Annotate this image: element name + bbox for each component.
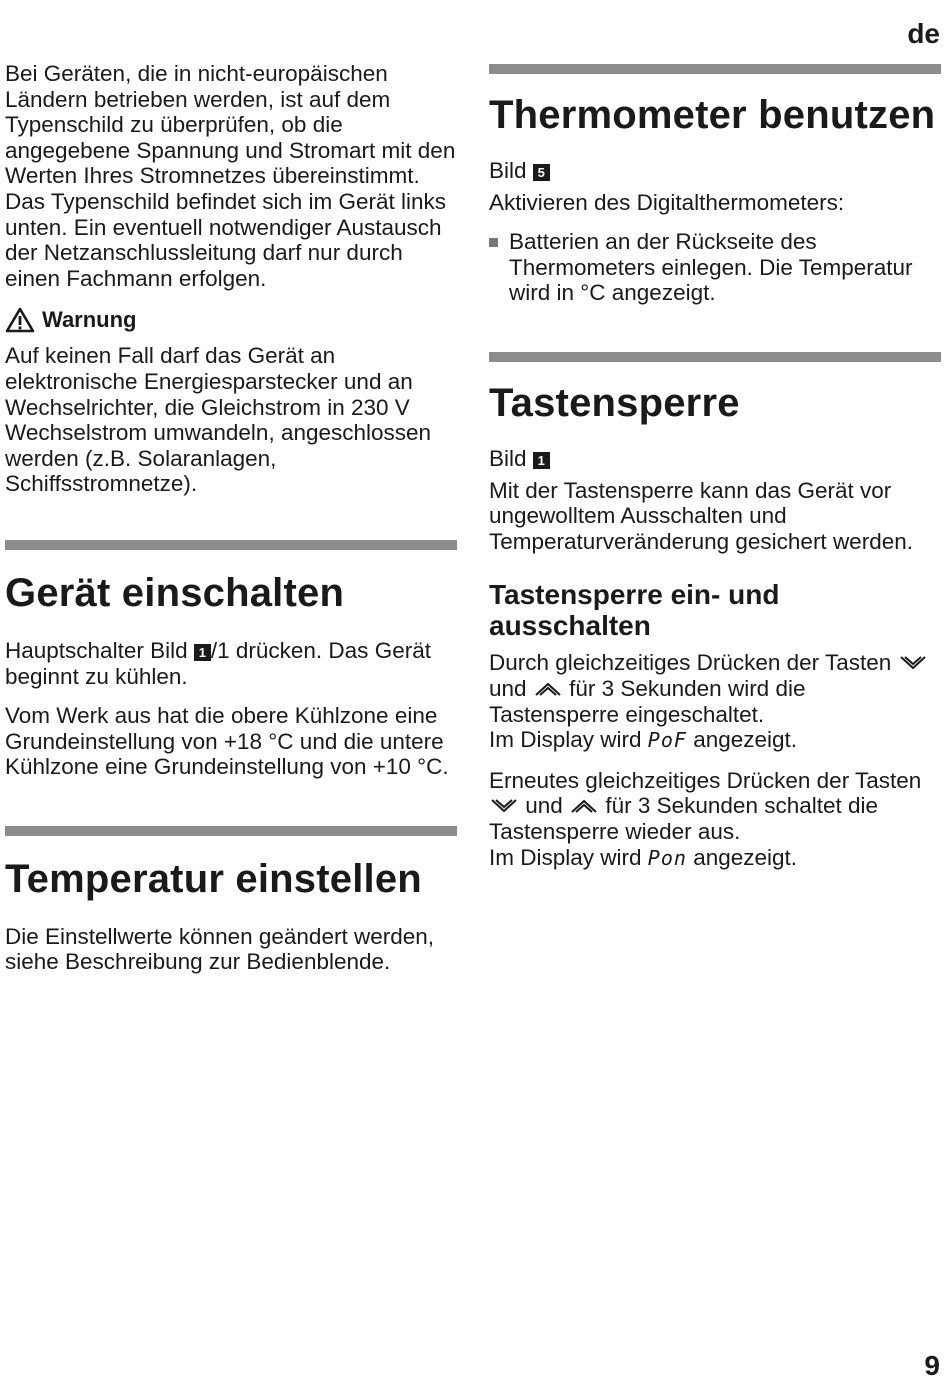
temperatur-einstellen-paragraph: Die Einstellwerte können geändert werden, siehe Beschreibung zur Bedienblende. bbox=[5, 923, 435, 975]
subsection-title-tastensperre-ein-aus: Tastensperre ein- und ausschalten bbox=[489, 579, 780, 642]
display-segment-text: PoF bbox=[647, 728, 687, 753]
left-column bbox=[5, 0, 457, 975]
figure-reference: Bild 5 bbox=[489, 158, 941, 184]
tastensperre-paragraph: Mit der Tastensperre kann das Gerät vor ungewolltem Ausschalten und Temperaturveränderung gesichert werden. bbox=[489, 477, 913, 554]
page-number: 9 bbox=[924, 1350, 940, 1381]
chevron-up-key-icon bbox=[569, 796, 599, 816]
intro-paragraph: Bei Geräten, die in nicht-europäischen Ländern betrieben werden, ist auf dem Typenschild zu überprüfen, ob die angegebene Spannung und Stromart mit den Werten Ihres Stromnetzes übereinstimmt. Das Typenschild befindet sich im Gerät links unten. Ein eventuell notwendiger Austausch der Netzanschlussleitung darf nur durch einen Fachmann erfolgen. bbox=[5, 61, 456, 291]
chevron-down-key-icon bbox=[489, 796, 519, 816]
section-title-temperatur-einstellen: Temperatur einstellen bbox=[5, 856, 422, 901]
geraet-einschalten-paragraph-1: Hauptschalter Bild 1 /1 drücken. Das Gerät beginnt zu kühlen. bbox=[5, 637, 431, 689]
tastensperre-ein-paragraph: Durch gleichzeitiges Drücken der Tasten und für 3 Sekunden wird die Tastensperre eingeschaltet. Im Display wird PoF angezeigt. bbox=[489, 650, 941, 753]
display-segment-text: Pon bbox=[647, 845, 687, 870]
list-item bbox=[489, 229, 941, 306]
geraet-einschalten-paragraph-2: Vom Werk aus hat die obere Kühlzone eine Grundeinstellung von +18 °C und die untere Kühlzone eine Grundeinstellung von +10 °C. bbox=[5, 703, 449, 780]
chevron-down-key-icon bbox=[898, 653, 928, 673]
warning-title: Warnung bbox=[42, 307, 137, 333]
section-title-thermometer-benutzen: Thermometer benutzen bbox=[489, 93, 936, 137]
section-title-geraet-einschalten: Gerät einschalten bbox=[5, 570, 345, 615]
language-marker: de bbox=[907, 18, 940, 49]
figure-reference: Bild 1 bbox=[489, 446, 941, 472]
figure-reference-badge: 1 bbox=[533, 452, 550, 469]
figure-reference-badge: 1 bbox=[194, 644, 211, 661]
section-title-tastensperre: Tastensperre bbox=[489, 380, 740, 425]
warning-icon bbox=[5, 307, 35, 333]
thermometer-intro: Aktivieren des Digitalthermometers: bbox=[489, 189, 845, 215]
right-column bbox=[489, 0, 941, 871]
section-rule bbox=[5, 540, 457, 550]
warning-heading bbox=[5, 307, 457, 333]
chevron-up-key-icon bbox=[533, 679, 563, 699]
tastensperre-aus-paragraph: Erneutes gleichzeitiges Drücken der Tasten und für 3 Sekunden schaltet die Tastensperre wieder aus. Im Display wird Pon angezeigt. bbox=[489, 767, 922, 870]
section-rule bbox=[5, 826, 457, 836]
section-rule bbox=[489, 64, 941, 74]
section-rule bbox=[489, 352, 941, 362]
figure-reference-badge: 5 bbox=[533, 164, 550, 181]
bullet-square-icon bbox=[489, 238, 498, 247]
warning-text: Auf keinen Fall darf das Gerät an elektronische Energiesparstecker und an Wechselrichter, die Gleichstrom in 230 V Wechselstrom umwandeln, angeschlossen werden (z.B. Solaranlagen, Schiffsstromnetze). bbox=[5, 343, 432, 497]
thermometer-bullet-text: Batterien an der Rückseite des Thermometers einlegen. Die Temperatur wird in °C angezeigt. bbox=[509, 229, 913, 306]
